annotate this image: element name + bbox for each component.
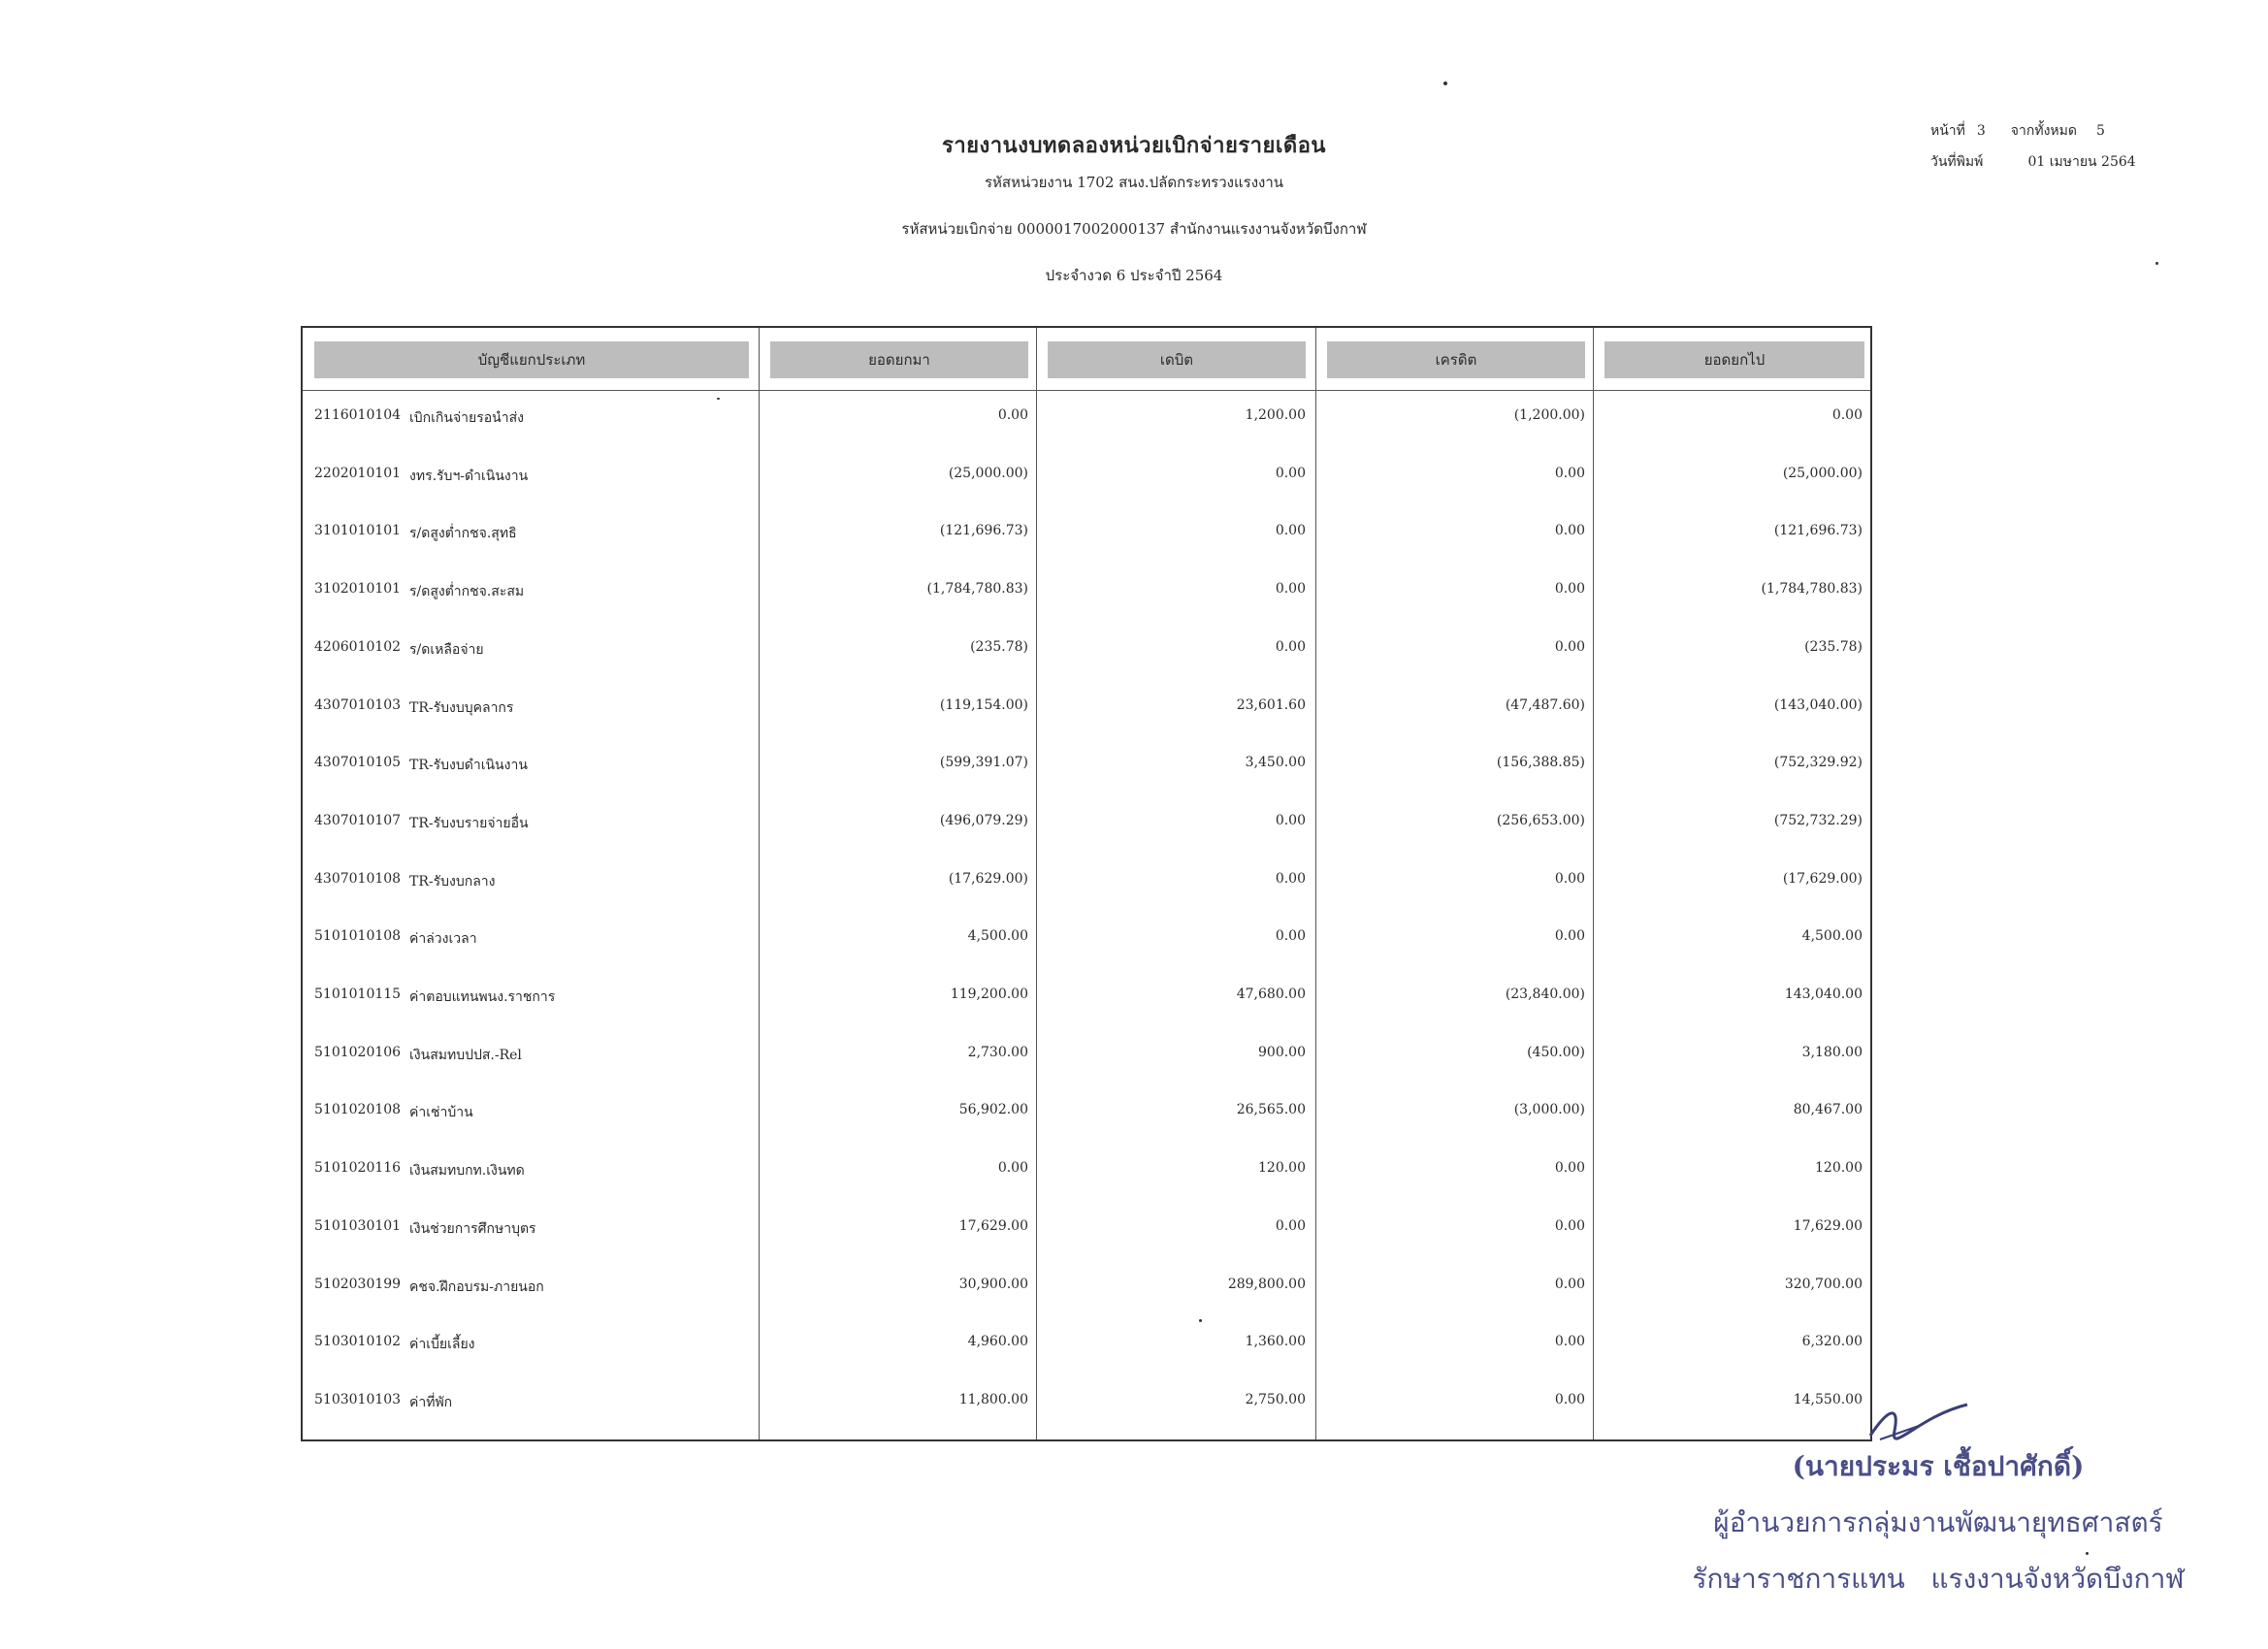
page-label: หน้าที่: [1930, 123, 1965, 139]
table-row: [303, 1150, 1870, 1189]
col-header-brought-forward: ยอดยกมา: [770, 341, 1028, 378]
account-code: 4206010102: [314, 638, 402, 655]
account-name: ค่าที่พัก: [409, 1394, 453, 1410]
carried-forward-value: (121,696.73): [1773, 523, 1863, 539]
account-name: งทร.รับฯ-ดำเนินงาน: [409, 468, 529, 484]
disbursing-unit-line: รหัสหน่วยเบิกจ่าย 0000017002000137 สำนักงานแรงงานจังหวัดบึงกาฬ: [901, 220, 1367, 238]
brought-forward-value: 2,730.00: [967, 1044, 1028, 1060]
account-name: ค่าเช่าบ้าน: [409, 1105, 473, 1121]
total-label: จากทั้งหมด: [2010, 123, 2077, 139]
brought-forward-value: 0.00: [997, 407, 1028, 423]
debit-value: 3,450.00: [1245, 755, 1306, 771]
credit-value: 0.00: [1554, 638, 1585, 655]
col-header-carried-forward: ยอดยกไป: [1604, 341, 1864, 378]
credit-value: 0.00: [1554, 465, 1585, 481]
account-code: 3101010101: [314, 523, 402, 539]
carried-forward-value: 143,040.00: [1784, 986, 1863, 1002]
carried-forward-value: (752,329.92): [1773, 755, 1863, 771]
account-name: ค่าเบี้ยเลี้ยง: [409, 1337, 475, 1353]
agency-line: รหัสหน่วยงาน 1702 สนง.ปลัดกระทรวงแรงงาน: [984, 174, 1284, 191]
col-header-credit: เครดิต: [1327, 341, 1585, 378]
brought-forward-value: (25,000.00): [948, 465, 1028, 481]
signer-acting: รักษาราชการแทน แรงงานจังหวัดบึงกาฬ: [1692, 1563, 2185, 1595]
brought-forward-value: (1,784,780.83): [926, 581, 1028, 598]
print-date: 01 เมษายน 2564: [2027, 154, 2136, 170]
credit-value: 0.00: [1554, 523, 1585, 539]
credit-value: 0.00: [1554, 1391, 1585, 1407]
account-code: 5101020116: [314, 1160, 402, 1177]
total-pages: 5: [2095, 123, 2105, 139]
brought-forward-value: 0.00: [997, 1160, 1028, 1177]
table-row: [303, 456, 1870, 495]
account-name: เงินสมทบกท.เงินทด: [409, 1163, 525, 1180]
account-code: 5103010103: [314, 1391, 402, 1407]
credit-value: 0.00: [1554, 1160, 1585, 1177]
account-code: 4307010107: [314, 812, 402, 828]
brought-forward-value: (235.78): [970, 638, 1028, 655]
account-code: 5102030199: [314, 1276, 402, 1292]
debit-value: 0.00: [1275, 581, 1306, 598]
carried-forward-value: 14,550.00: [1793, 1391, 1863, 1407]
brought-forward-value: 4,960.00: [967, 1334, 1028, 1350]
carried-forward-value: 0.00: [1831, 407, 1863, 423]
account-name: เบิกเกินจ่ายรอนำส่ง: [409, 410, 524, 426]
brought-forward-value: (599,391.07): [939, 755, 1028, 771]
signature-block: [1667, 1397, 2210, 1600]
account-name: ค่าตอบแทนพนง.ราชการ: [409, 989, 556, 1005]
debit-value: 0.00: [1275, 928, 1306, 945]
carried-forward-value: 17,629.00: [1793, 1217, 1863, 1234]
account-code: 5101030101: [314, 1217, 402, 1234]
account-name: คชจ.ฝึกอบรม-ภายนอก: [409, 1278, 544, 1295]
brought-forward-value: 11,800.00: [958, 1391, 1028, 1407]
debit-value: 0.00: [1275, 1217, 1306, 1234]
credit-value: 0.00: [1554, 1276, 1585, 1292]
debit-value: 47,680.00: [1236, 986, 1306, 1002]
table-row: [303, 861, 1870, 900]
table-row: [303, 977, 1870, 1016]
table-row: [303, 630, 1870, 668]
credit-value: 0.00: [1554, 581, 1585, 598]
carried-forward-value: 6,320.00: [1801, 1334, 1863, 1350]
page-number: 3: [1976, 123, 1986, 139]
table-row: [303, 688, 1870, 727]
carried-forward-value: 4,500.00: [1801, 928, 1863, 945]
account-code: 5101020106: [314, 1044, 402, 1060]
brought-forward-value: (496,079.29): [939, 812, 1028, 828]
print-date-info: [1930, 151, 2136, 173]
carried-forward-value: (17,629.00): [1782, 870, 1863, 887]
credit-value: (3,000.00): [1513, 1102, 1585, 1118]
brought-forward-value: 30,900.00: [958, 1276, 1028, 1292]
credit-value: (450.00): [1527, 1044, 1585, 1060]
brought-forward-value: 119,200.00: [950, 986, 1028, 1002]
debit-value: 0.00: [1275, 523, 1306, 539]
table-row: [303, 1382, 1870, 1421]
trial-balance-table: [301, 326, 1872, 1441]
account-name: เงินสมทบปปส.-Rel: [409, 1047, 522, 1063]
carried-forward-value: 80,467.00: [1793, 1102, 1863, 1118]
account-name: TR-รับงบดำเนินงาน: [409, 758, 528, 774]
brought-forward-value: 56,902.00: [958, 1102, 1028, 1118]
table-row: [303, 803, 1870, 842]
account-code: 5101010115: [314, 986, 402, 1002]
carried-forward-value: 320,700.00: [1784, 1276, 1863, 1292]
signer-name: (นายประมร เชื้อปาศักดิ์): [1792, 1450, 2085, 1482]
carried-forward-value: 3,180.00: [1801, 1044, 1863, 1060]
debit-value: 120.00: [1258, 1160, 1306, 1177]
credit-value: (256,653.00): [1496, 812, 1585, 828]
period-line: ประจำงวด 6 ประจำปี 2564: [1045, 267, 1223, 284]
debit-value: 0.00: [1275, 638, 1306, 655]
brought-forward-value: (121,696.73): [939, 523, 1028, 539]
account-name: ร/ดสูงต่ำกชจ.สุทธิ: [409, 526, 517, 542]
table-row: [303, 513, 1870, 552]
table-row: [303, 1092, 1870, 1131]
debit-value: 0.00: [1275, 812, 1306, 828]
debit-value: 2,750.00: [1245, 1391, 1306, 1407]
account-name: ร/ดสูงต่ำกชจ.สะสม: [409, 584, 525, 600]
debit-value: 26,565.00: [1236, 1102, 1306, 1118]
account-name: ค่าล่วงเวลา: [409, 931, 477, 948]
brought-forward-value: (119,154.00): [939, 696, 1028, 713]
signer-position: ผู้อำนวยการกลุ่มงานพัฒนายุทธศาสตร์: [1713, 1506, 2163, 1538]
col-header-account: บัญชีแยกประเภท: [314, 341, 749, 378]
account-code: 5101010108: [314, 928, 402, 945]
credit-value: 0.00: [1554, 928, 1585, 945]
account-code: 4307010105: [314, 755, 402, 771]
table-row: [303, 919, 1870, 957]
debit-value: 0.00: [1275, 870, 1306, 887]
debit-value: 900.00: [1258, 1044, 1306, 1060]
credit-value: (1,200.00): [1513, 407, 1585, 423]
account-code: 4307010103: [314, 696, 402, 713]
brought-forward-value: (17,629.00): [948, 870, 1028, 887]
credit-value: 0.00: [1554, 1217, 1585, 1234]
table-row: [303, 1035, 1870, 1074]
table-row: [303, 1267, 1870, 1306]
carried-forward-value: (235.78): [1804, 638, 1863, 655]
account-code: 2116010104: [314, 407, 402, 423]
carried-forward-value: (143,040.00): [1773, 696, 1863, 713]
credit-value: (156,388.85): [1496, 755, 1585, 771]
page-info: [1930, 120, 2120, 142]
brought-forward-value: 4,500.00: [967, 928, 1028, 945]
account-name: TR-รับงบรายจ่ายอื่น: [409, 815, 529, 831]
account-code: 2202010101: [314, 465, 402, 481]
credit-value: 0.00: [1554, 1334, 1585, 1350]
account-code: 5101020108: [314, 1102, 402, 1118]
table-row: [303, 1209, 1870, 1247]
carried-forward-value: (25,000.00): [1782, 465, 1863, 481]
table-row: [303, 398, 1870, 436]
carried-forward-value: 120.00: [1815, 1160, 1863, 1177]
brought-forward-value: 17,629.00: [958, 1217, 1028, 1234]
print-date-label: วันที่พิมพ์: [1930, 154, 1984, 170]
debit-value: 1,360.00: [1245, 1334, 1306, 1350]
signature-mark: [1861, 1397, 1977, 1445]
table-row: [303, 571, 1870, 610]
account-name: ร/ดเหลือจ่าย: [409, 641, 484, 658]
debit-value: 23,601.60: [1236, 696, 1306, 713]
account-name: เงินช่วยการศึกษาบุตร: [409, 1220, 536, 1237]
debit-value: 289,800.00: [1227, 1276, 1306, 1292]
account-code: 3102010101: [314, 581, 402, 598]
report-title: รายงานงบทดลองหน่วยเบิกจ่ายรายเดือน: [942, 133, 1326, 158]
account-name: TR-รับงบบุคลากร: [409, 699, 514, 716]
account-name: TR-รับงบกลาง: [409, 873, 496, 889]
table-row: [303, 745, 1870, 784]
debit-value: 0.00: [1275, 465, 1306, 481]
account-code: 4307010108: [314, 870, 402, 887]
col-header-debit: เดบิต: [1048, 341, 1306, 378]
credit-value: 0.00: [1554, 870, 1585, 887]
credit-value: (47,487.60): [1505, 696, 1585, 713]
debit-value: 1,200.00: [1245, 407, 1306, 423]
credit-value: (23,840.00): [1505, 986, 1585, 1002]
carried-forward-value: (1,784,780.83): [1761, 581, 1863, 598]
account-code: 5103010102: [314, 1334, 402, 1350]
carried-forward-value: (752,732.29): [1773, 812, 1863, 828]
table-row: [303, 1324, 1870, 1363]
